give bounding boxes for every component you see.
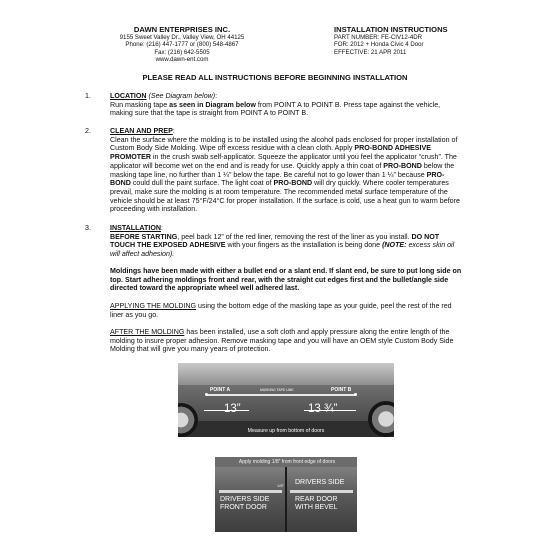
measure-caption: Measure up from bottom of doors <box>247 428 325 434</box>
step-1-title-note: (See Diagram below) <box>148 92 216 100</box>
step-1-text: Run masking tape <box>110 100 170 109</box>
point-b-label: POINT B <box>331 387 352 393</box>
step-3-text: with your fingers as the installation is being done <box>225 241 383 250</box>
applying-text: using the bottom edge of the masking tape as your guide, peel the rest of the red liner as you go. <box>110 302 452 319</box>
after-heading: AFTER THE MOLDING <box>110 328 185 336</box>
front-door-measurement: 13” <box>224 403 241 415</box>
step-3-text: , peel back 12” of the red liner, removing the rest of the liner as you install. <box>177 232 412 241</box>
car-window-area <box>178 363 394 385</box>
masking-tape-label: MASKING TAPE LINE <box>260 388 294 392</box>
rear-door-label-2: REAR DOOR <box>295 496 338 503</box>
step-1-text-end: from POINT A to POINT B. Press tape against the vehicle, making sure that the tape is straight from POINT A to POINT B. <box>110 100 441 118</box>
step-3-title: INSTALLATION <box>110 224 161 232</box>
effective-date: EFFECTIVE: 21 APR 2011 <box>334 48 407 56</box>
front-door-label-2: FRONT DOOR <box>220 504 267 511</box>
rear-door-label-3: WITH BEVEL <box>295 504 338 511</box>
seam-instruction: Apply molding 1/8” from front edge of doors <box>238 459 336 465</box>
step-1-bold: as seen in Diagram below <box>169 100 256 109</box>
step-3: INSTALLATION: BEFORE STARTING, peel back 12” of the red liner, removing the rest of the liner as you install. DO NOT TOUCH THE EXPOSED ADHESIVE with your fingers as the installation is being done (NOTE: excess skin oil will affect adhesion). <box>110 224 455 259</box>
company-name: DAWN ENTERPRISES INC. <box>133 25 231 34</box>
document-title: INSTALLATION INSTRUCTIONS <box>334 25 448 34</box>
step-2: CLEAN AND PREP: Clean the surface where the molding is to be installed using the alcohol pads enclosed for proper installation of Custom Body Side Molding. Wipe off excess residue with a clean cloth. Apply PRO-BOND ADHESIVE PROMOTER in the crush swab self-applicator. Squeeze the applicator until you feel the applicator “crush”. The applicator will become wet on the end and is ready for use. Quickly apply a thin coat of PRO-BOND below the masking tape line, no further than 1 ¼” below the tape. Be careful not to go lower than 1 ¼” because PRO-BOND could dull the paint surface. The light coat of PRO-BOND will dry quickly. Where cooler temperatures prevail, make sure the molding is at room temperature. The recommended metal surface temperature of the vehicle should be at least 75°F/24°C for proper installation. If the surface is cold, use a heat gun to warm before proceeding with installation. <box>110 127 460 214</box>
part-number: PART NUMBER: FE-CIV12-4DR <box>334 34 423 41</box>
front-door-molding <box>219 490 282 493</box>
masking-tape-line <box>206 394 356 396</box>
company-website: www.dawn-ent.com <box>155 56 209 64</box>
step-2-text: Clean the surface where the molding is to be installed using the alcohol pads enclosed for proper installation of Custom Body Side Molding. Wipe off excess residue with a clean cloth. Apply <box>110 135 458 153</box>
step-2-bold: PRO-BOND <box>273 179 313 188</box>
after-section <box>110 328 462 354</box>
step-2-text: could dull the paint surface. The light coat of <box>130 179 274 188</box>
step-3-number: 3. <box>85 224 91 232</box>
applying-section <box>110 302 462 319</box>
step-2-number: 2. <box>85 127 91 135</box>
vehicle-fitment: FOR: 2012 + Honda Civic 4 Door <box>334 41 424 49</box>
read-instructions-banner: PLEASE READ ALL INSTRUCTIONS BEFORE BEGINNING INSTALLATION <box>142 73 408 82</box>
step-2-bold: PRO-BOND ADHESIVE PROMOTER <box>110 144 431 162</box>
company-header <box>92 25 272 64</box>
rear-door-measurement: 13 ¾” <box>308 403 338 415</box>
car-side-diagram-photo <box>178 363 394 437</box>
step-3-note: (NOTE: <box>382 241 407 250</box>
applying-heading: APPLYING THE MOLDING <box>110 302 197 310</box>
step-1-number: 1. <box>85 92 91 100</box>
moldings-note <box>110 267 462 293</box>
step-2-title: CLEAN AND PREP <box>110 127 173 135</box>
step-2-bold: PRO-BOND <box>110 170 445 188</box>
point-a-marker <box>205 393 208 396</box>
company-phone: Phone: (216) 447-1777 or (800) 548-4867 <box>125 41 239 49</box>
door-seam <box>285 467 287 532</box>
point-a-label: POINT A <box>210 387 231 393</box>
front-door-label-1: DRIVERS SIDE <box>220 496 270 503</box>
rear-door-label-1: DRIVERS SIDE <box>295 479 345 486</box>
step-3-bold: DO NOT TOUCH THE EXPOSED ADHESIVE <box>110 232 440 250</box>
step-2-text: in the crush swab self-applicator. Squeeze the applicator until you feel the applicator “crush”. The applicator will become wet on the end and is ready for use. Quickly apply a thin coat of <box>110 153 457 170</box>
moldings-note-text: Moldings have been made with either a bullet end or a slant end. If slant end, be sure to put long side on top. Start adhering moldings front and rear, with the straight cut edges first and the bullet/angle side directed toward the appropriate wheel well adhered last. <box>110 267 462 293</box>
after-text: has been installed, use a soft cloth and apply pressure along the entire length of the molding to insure proper adhesion. Remove masking tape and you will have an OEM style Custom Body Side Molding that will give you many years of protection. <box>110 328 454 354</box>
gap-label: 1/8” <box>277 483 284 488</box>
step-2-bold: PRO-BOND <box>383 161 422 170</box>
door-seam-closeup-photo <box>215 457 357 532</box>
step-3-note-text: excess skin oil will affect adhesion). <box>110 241 455 259</box>
rear-door-molding <box>290 490 353 493</box>
step-2-text: below the masking tape line, no further than 1 ¼” below the tape. Be careful not to go lower than 1 ¼” because <box>110 161 455 179</box>
step-2-text: will dry quickly. Where cooler temperatures prevail, make sure the molding is at room temperature. The recommended metal surface temperature of the vehicle should be at least 75°F/24°C for proper installation. If the surface is cold, use a heat gun to warm before proceeding with installation. <box>110 179 460 214</box>
step-3-bold: BEFORE STARTING <box>110 232 178 241</box>
step-1-title: LOCATION <box>110 92 147 100</box>
point-b-marker <box>354 393 357 396</box>
company-fax: Fax: (216) 642-5505 <box>154 48 210 56</box>
company-address: 9155 Sweet Valley Dr., Valley View, OH 44125 <box>119 34 245 41</box>
step-1: LOCATION (See Diagram below): Run masking tape as seen in Diagram below from POINT A to POINT B. Press tape against the vehicle, making sure that the tape is straight from POINT A to POINT B. <box>110 92 441 118</box>
document-header <box>334 25 514 56</box>
